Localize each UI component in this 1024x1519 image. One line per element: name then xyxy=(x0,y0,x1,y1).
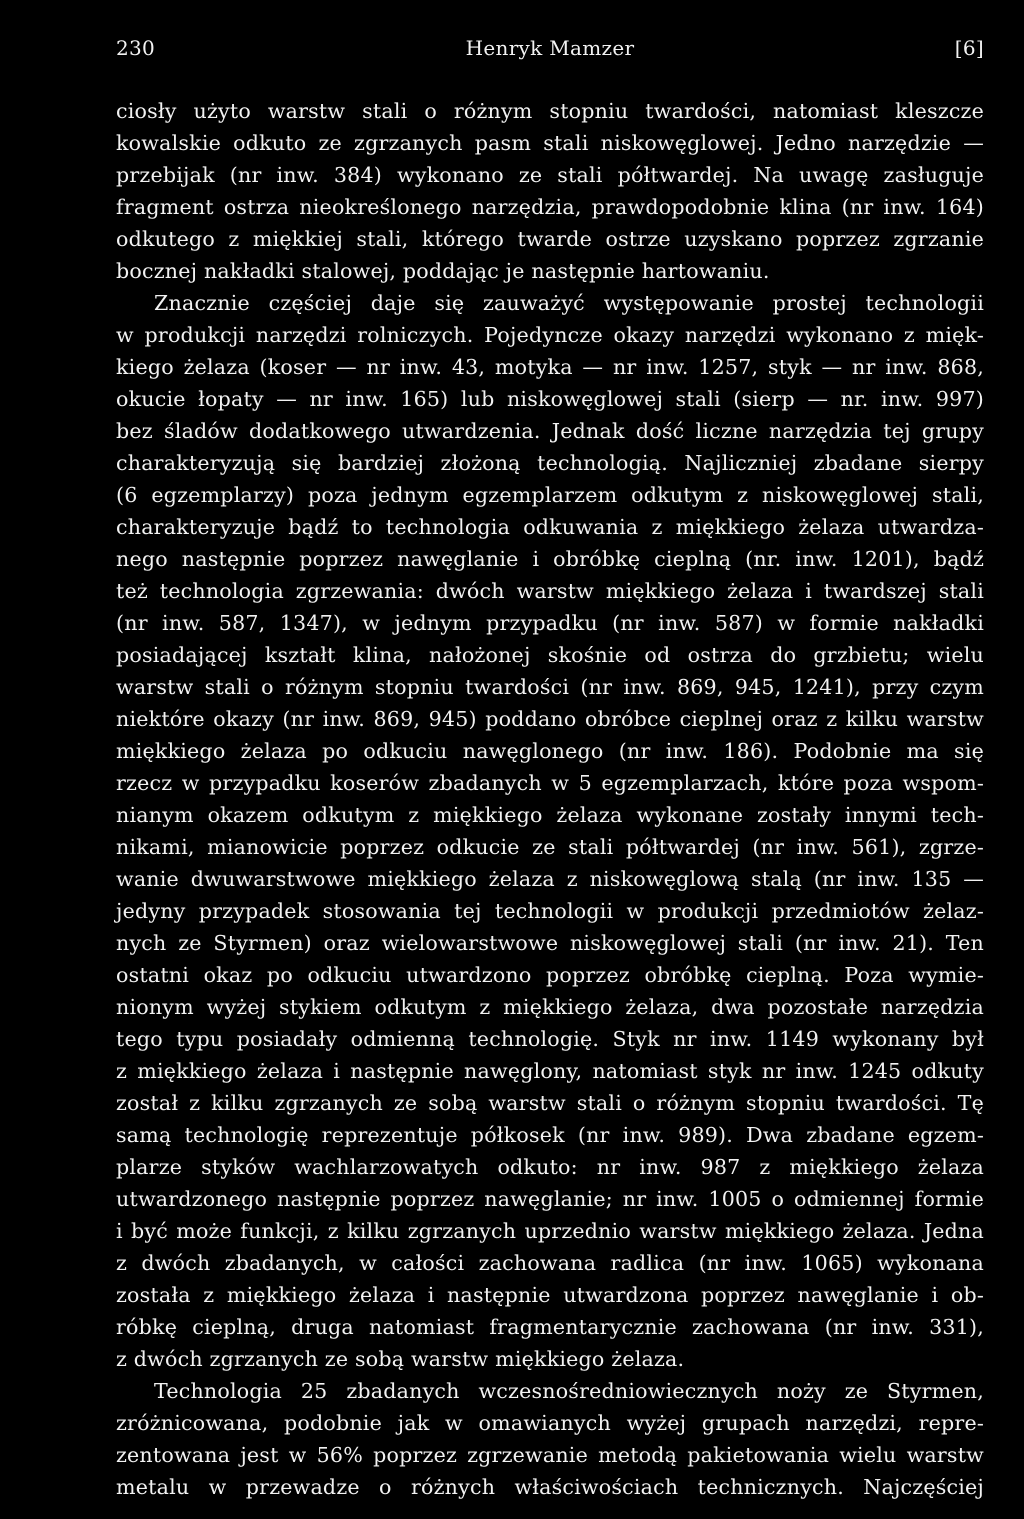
text-line: fragment ostrza nieokreślonego narzędzia, prawdopodobnie klina (nr inw. 164) xyxy=(116,195,984,219)
text-line: została z miękkiego żelaza i następnie utwardzona poprzez nawęglanie i ob- xyxy=(116,1283,984,1307)
text-line: nionym wyżej stykiem odkutym z miękkiego żelaza, dwa pozostałe narzędzia xyxy=(116,995,984,1019)
text-line: nianym okazem odkutym z miękkiego żelaza wykonane zostały innymi tech- xyxy=(116,803,984,827)
page-header xyxy=(116,33,984,63)
text-line: nikami, mianowicie poprzez odkucie ze stali półtwardej (nr inw. 561), zgrze- xyxy=(116,835,984,859)
text-line: ciosły użyto warstw stali o różnym stopniu twardości, natomiast kleszcze xyxy=(116,99,984,123)
text-line: Technologia 25 zbadanych wczesnośredniowiecznych noży ze Styrmen, xyxy=(154,1379,984,1403)
text-line: w produkcji narzędzi rolniczych. Pojedyncze okazy narzędzi wykonano z mięk- xyxy=(116,323,984,347)
text-line: i być może funkcji, z kilku zgrzanych uprzednio warstw miękkiego żelaza. Jedna xyxy=(116,1219,984,1243)
text-line: charakteryzuje bądź to technologia odkuwania z miękkiego żelaza utwardza- xyxy=(116,515,984,539)
text-line: róbkę cieplną, druga natomiast fragmentarycznie zachowana (nr inw. 331), xyxy=(116,1315,984,1339)
text-line: (nr inw. 587, 1347), w jednym przypadku (nr inw. 587) w formie nakładki xyxy=(116,611,984,635)
text-line: nego następnie poprzez nawęglanie i obróbkę cieplną (nr. inw. 1201), bądź xyxy=(116,547,984,571)
text-line: zentowana jest w 56% poprzez zgrzewanie metodą pakietowania wielu warstw xyxy=(116,1443,984,1467)
text-line: z miękkiego żelaza i następnie nawęglony, natomiast styk nr inw. 1245 odkuty xyxy=(116,1059,984,1083)
text-line: kowalskie odkuto ze zgrzanych pasm stali niskowęglowej. Jedno narzędzie — xyxy=(116,131,984,155)
text-line: utwardzonego następnie poprzez nawęglanie; nr inw. 1005 o odmiennej formie xyxy=(116,1187,984,1211)
text-line: metalu w przewadze o różnych właściwościach technicznych. Najczęściej xyxy=(116,1475,984,1499)
text-line: bez śladów dodatkowego utwardzenia. Jednak dość liczne narzędzia tej grupy xyxy=(116,419,984,443)
text-line: ostatni okaz po odkuciu utwardzono poprzez obróbkę cieplną. Poza wymie- xyxy=(116,963,984,987)
text-line: też technologia zgrzewania: dwóch warstw miękkiego żelaza i twardszej stali xyxy=(116,579,984,603)
text-line: bocznej nakładki stalowej, poddając je następnie hartowaniu. xyxy=(116,259,770,283)
text-line: rzecz w przypadku koserów zbadanych w 5 egzemplarzach, które poza wspom- xyxy=(116,771,984,795)
text-line: jedyny przypadek stosowania tej technologii w produkcji przedmiotów żelaz- xyxy=(116,899,984,923)
text-line: warstw stali o różnym stopniu twardości (nr inw. 869, 945, 1241), przy czym xyxy=(116,675,984,699)
text-line: z dwóch zgrzanych ze sobą warstw miękkiego żelaza. xyxy=(116,1347,685,1371)
text-line: niektóre okazy (nr inw. 869, 945) poddano obróbce cieplnej oraz z kilku warstw xyxy=(116,707,984,731)
text-line: samą technologię reprezentuje półkosek (nr inw. 989). Dwa zbadane egzem- xyxy=(116,1123,984,1147)
text-line: zróżnicowana, podobnie jak w omawianych wyżej grupach narzędzi, repre- xyxy=(116,1411,984,1435)
text-line: posiadającej kształt klina, nałożonej skośnie od ostrza do grzbietu; wielu xyxy=(116,643,984,667)
text-line: (6 egzemplarzy) poza jednym egzemplarzem odkutym z niskowęglowej stali, xyxy=(116,483,984,507)
text-line: z dwóch zbadanych, w całości zachowana radlica (nr inw. 1065) wykonana xyxy=(116,1251,984,1275)
page-number: 230 xyxy=(116,36,156,60)
text-line: charakteryzują się bardziej złożoną technologią. Najliczniej zbadane sierpy xyxy=(116,451,984,475)
text-line: miękkiego żelaza po odkuciu nawęglonego (nr inw. 186). Podobnie ma się xyxy=(116,739,984,763)
text-line: Znacznie częściej daje się zauważyć występowanie prostej technologii xyxy=(154,291,984,315)
text-line: okucie łopaty — nr inw. 165) lub niskowęglowej stali (sierp — nr. inw. 997) xyxy=(116,387,984,411)
text-line: nych ze Styrmen) oraz wielowarstwowe niskowęglowej stali (nr inw. 21). Ten xyxy=(116,931,984,955)
running-title: Henryk Mamzer xyxy=(465,36,635,60)
text-line: kiego żelaza (koser — nr inw. 43, motyka — nr inw. 1257, styk — nr inw. 868, xyxy=(116,355,984,379)
text-line: przebijak (nr inw. 384) wykonano ze stali półtwardej. Na uwagę zasługuje xyxy=(116,163,984,187)
text-line: został z kilku zgrzanych ze sobą warstw stali o różnym stopniu twardości. Tę xyxy=(116,1091,984,1115)
text-line: plarze styków wachlarzowatych odkuto: nr inw. 987 z miękkiego żelaza xyxy=(116,1155,984,1179)
text-line: wanie dwuwarstwowe miękkiego żelaza z niskowęglową stalą (nr inw. 135 — xyxy=(116,867,984,891)
text-line: tego typu posiadały odmienną technologię. Styk nr inw. 1149 wykonany był xyxy=(116,1027,984,1051)
text-line: odkutego z miękkiej stali, którego twarde ostrze uzyskano poprzez zgrzanie xyxy=(116,227,984,251)
section-ref: [6] xyxy=(954,36,984,60)
